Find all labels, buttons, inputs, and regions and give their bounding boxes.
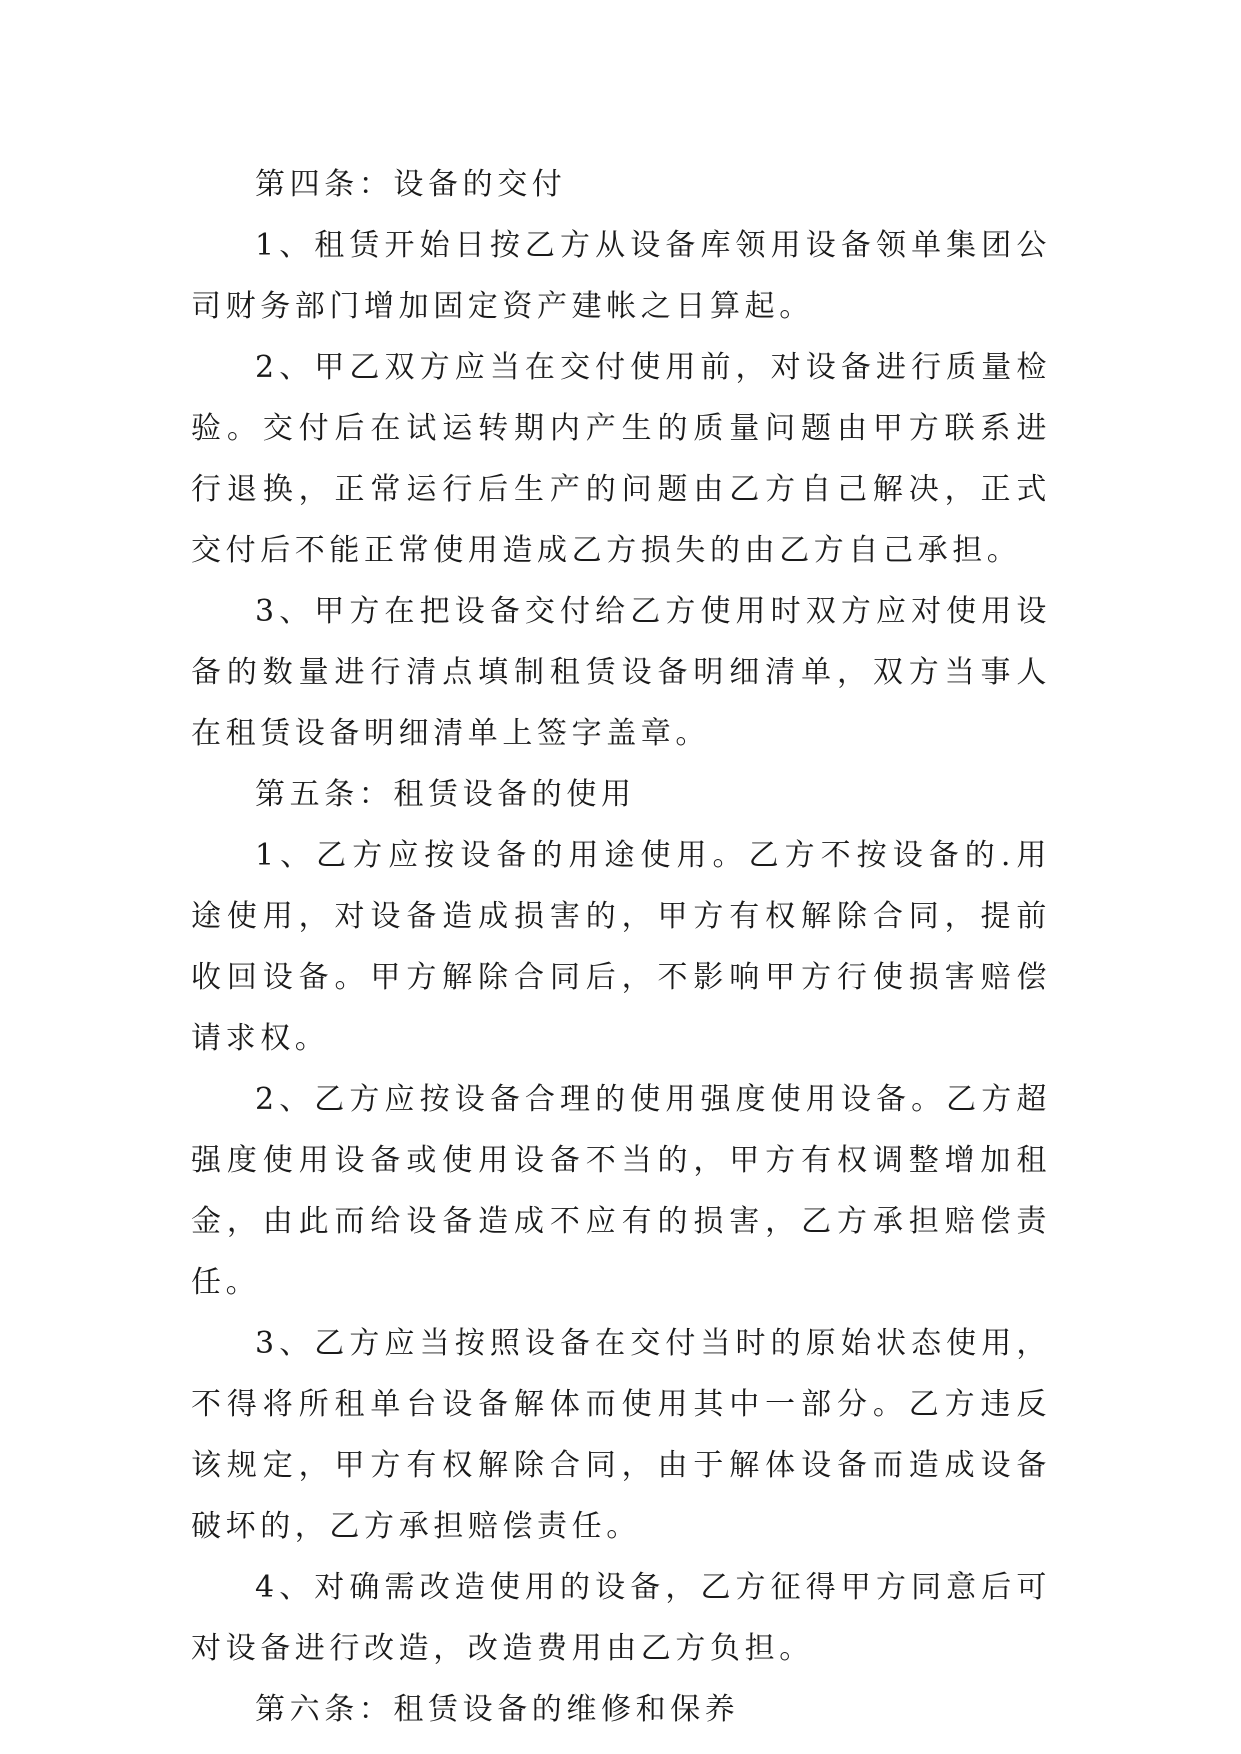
clause-5-1: 1、乙方应按设备的用途使用。乙方不按设备的.用途使用，对设备造成损害的，甲方有权解除合同，提前收回设备。甲方解除合同后，不影响甲方行使损害赔偿请求权。 (191, 838, 1051, 1056)
clause-5-3: 3、乙方应当按照设备在交付当时的原始状态使用，不得将所租单台设备解体而使用其中一部分。乙方违反该规定，甲方有权解除合同，由于解体设备而造成设备破坏的，乙方承担赔偿责任。 (191, 1326, 1051, 1544)
section-heading-6: 第六条：租赁设备的维修和保养 (255, 1692, 740, 1727)
clause-5-4: 4、对确需改造使用的设备，乙方征得甲方同意后可对设备进行改造，改造费用由乙方负担。 (191, 1570, 1051, 1666)
clause-4-3: 3、甲方在把设备交付给乙方使用时双方应对使用设备的数量进行清点填制租赁设备明细清单，双方当事人在租赁设备明细清单上签字盖章。 (191, 594, 1051, 751)
clause-4-1: 1、租赁开始日按乙方从设备库领用设备领单集团公司财务部门增加固定资产建帐之日算起。 (191, 228, 1051, 324)
clause-5-2: 2、乙方应按设备合理的使用强度使用设备。乙方超强度使用设备或使用设备不当的，甲方有权调整增加租金，由此而给设备造成不应有的损害，乙方承担赔偿责任。 (191, 1082, 1051, 1300)
document-body (191, 154, 1051, 1740)
section-heading-4: 第四条：设备的交付 (255, 167, 567, 202)
clause-4-2: 2、甲乙双方应当在交付使用前，对设备进行质量检验。交付后在试运转期内产生的质量问题由甲方联系进行退换，正常运行后生产的问题由乙方自己解决，正式交付后不能正常使用造成乙方损失的由乙方自己承担。 (191, 350, 1051, 568)
section-heading-5: 第五条：租赁设备的使用 (255, 777, 636, 812)
